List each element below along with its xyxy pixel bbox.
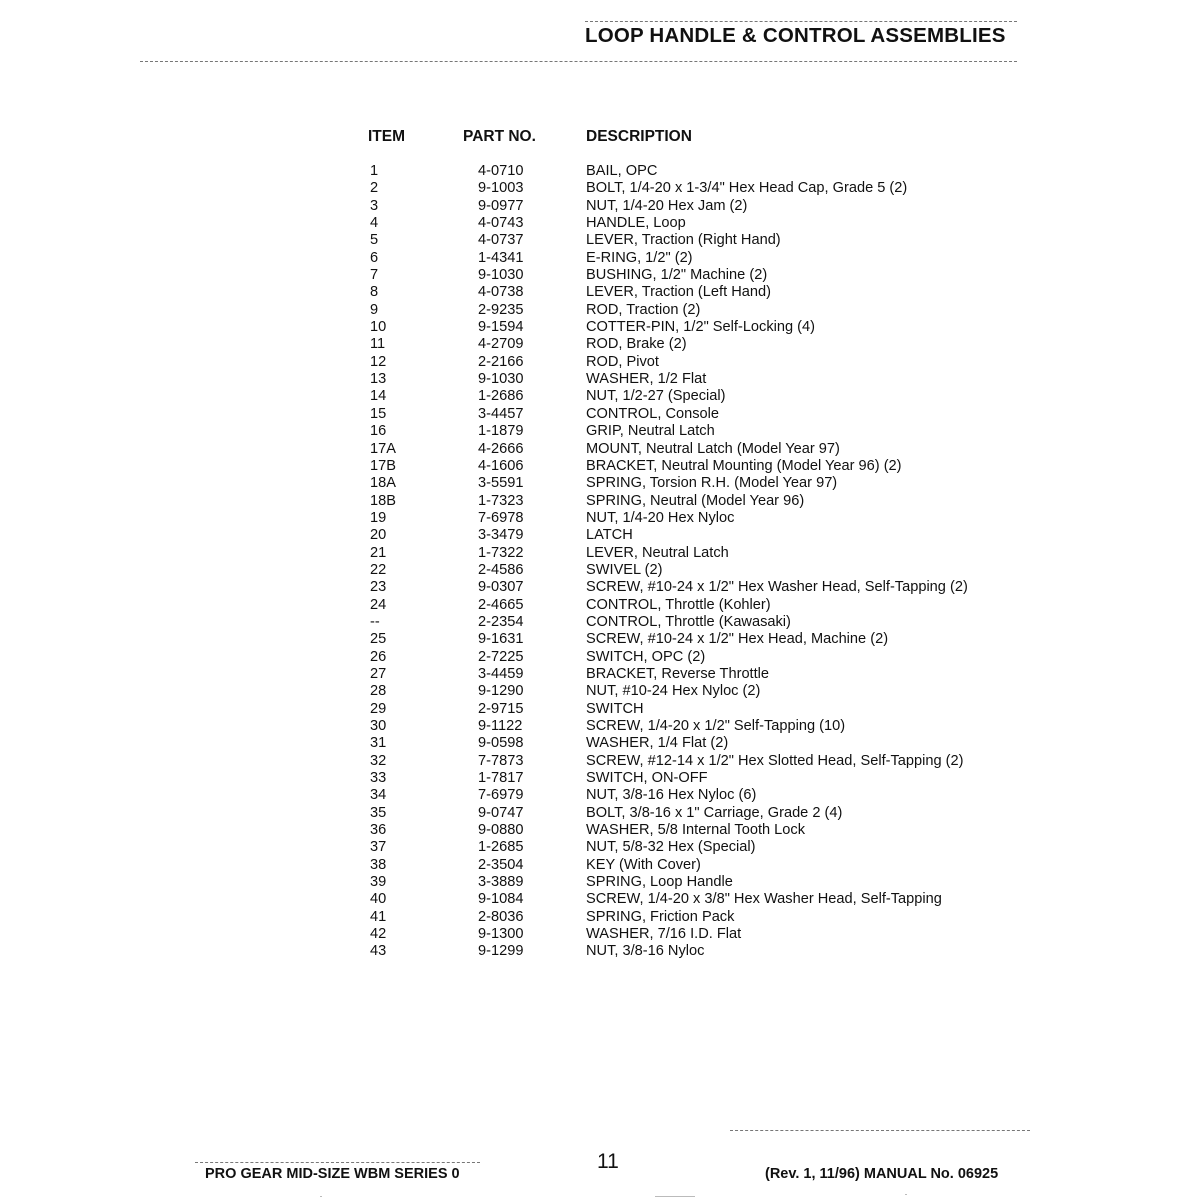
footer-right-rule [730, 1130, 1030, 1131]
part-number-cell: 4-2666 [478, 440, 524, 457]
description-cell: CONTROL, Throttle (Kawasaki) [586, 613, 791, 630]
table-row [0, 458, 1200, 475]
item-number-cell: 33 [370, 770, 387, 787]
header-bottom-rule [140, 61, 1017, 62]
item-number-cell: 26 [370, 648, 387, 665]
item-number-cell: 11 [370, 336, 386, 353]
description-cell: E-RING, 1/2" (2) [586, 249, 693, 266]
description-cell: NUT, 5/8-32 Hex (Special) [586, 839, 756, 856]
part-number-cell: 9-1030 [478, 267, 524, 284]
part-number-cell: 7-7873 [478, 752, 524, 769]
part-number-cell: 9-1030 [478, 371, 524, 388]
table-row [0, 250, 1200, 267]
column-header-description: DESCRIPTION [586, 128, 692, 145]
description-cell: BOLT, 3/8-16 x 1" Carriage, Grade 2 (4) [586, 804, 843, 821]
item-number-cell: 34 [370, 787, 387, 804]
item-number-cell: 25 [370, 631, 387, 648]
part-number-cell: 9-1084 [478, 891, 524, 908]
item-number-cell: 5 [370, 232, 379, 249]
table-row [0, 163, 1200, 180]
item-number-cell: 39 [370, 874, 387, 891]
part-number-cell: 1-2686 [478, 388, 524, 405]
item-number-cell: 30 [370, 718, 387, 734]
item-number-cell: 1 [370, 163, 379, 179]
description-cell: BOLT, 1/4-20 x 1-3/4" Hex Head Cap, Grade 5 (2) [586, 180, 908, 197]
part-number-cell: 2-3504 [478, 856, 524, 873]
description-cell: KEY (With Cover) [586, 856, 701, 873]
table-row [0, 631, 1200, 648]
table-row [0, 562, 1200, 579]
description-cell: NUT, #10-24 Hex Nyloc (2) [586, 683, 761, 700]
table-row [0, 232, 1200, 249]
description-cell: SPRING, Neutral (Model Year 96) [586, 492, 805, 509]
table-row [0, 909, 1200, 926]
description-cell: SPRING, Torsion R.H. (Model Year 97) [586, 475, 838, 492]
description-cell: SCREW, #12-14 x 1/2" Hex Slotted Head, Self-Tapping (2) [586, 752, 964, 769]
part-number-cell: 9-1122 [478, 718, 523, 734]
item-number-cell: 14 [370, 388, 387, 405]
table-row [0, 406, 1200, 423]
table-row [0, 354, 1200, 371]
part-number-cell: 1-1879 [478, 423, 524, 440]
table-row [0, 423, 1200, 440]
part-number-cell: 9-0598 [478, 735, 524, 752]
table-row [0, 180, 1200, 197]
table-row [0, 441, 1200, 458]
description-cell: LEVER, Traction (Right Hand) [586, 232, 781, 249]
table-row [0, 493, 1200, 510]
scan-speck [320, 1196, 322, 1197]
item-number-cell: 24 [370, 596, 387, 613]
item-number-cell: 3 [370, 197, 379, 214]
part-number-cell: 9-0307 [478, 579, 524, 596]
description-cell: WASHER, 7/16 I.D. Flat [586, 926, 742, 943]
description-cell: MOUNT, Neutral Latch (Model Year 97) [586, 440, 840, 457]
description-cell: NUT, 1/4-20 Hex Jam (2) [586, 197, 748, 214]
description-cell: SWITCH, OPC (2) [586, 648, 706, 665]
table-row [0, 597, 1200, 614]
item-number-cell: 10 [370, 319, 387, 336]
column-header-part-no: PART NO. [463, 128, 536, 145]
part-number-cell: 3-5591 [478, 475, 524, 492]
description-cell: CONTROL, Console [586, 405, 720, 422]
item-number-cell: 36 [370, 822, 387, 839]
footer-left-rule [195, 1162, 480, 1163]
item-number-cell: 32 [370, 752, 387, 769]
description-cell: BAIL, OPC [586, 163, 658, 179]
description-cell: LEVER, Traction (Left Hand) [586, 284, 771, 301]
part-number-cell: 1-7817 [478, 770, 524, 787]
part-number-cell: 4-1606 [478, 457, 524, 474]
description-cell: SWITCH [586, 700, 644, 717]
part-number-cell: 2-9715 [478, 700, 524, 717]
part-number-cell: 4-0738 [478, 284, 524, 301]
item-number-cell: 19 [370, 509, 387, 526]
item-number-cell: 12 [370, 353, 387, 370]
table-row [0, 683, 1200, 700]
description-cell: LATCH [586, 527, 633, 544]
description-cell: LEVER, Neutral Latch [586, 544, 729, 561]
item-number-cell: 42 [370, 926, 387, 943]
description-cell: BRACKET, Reverse Throttle [586, 665, 770, 682]
part-number-cell: 3-4457 [478, 405, 524, 422]
table-row [0, 198, 1200, 215]
description-cell: BUSHING, 1/2" Machine (2) [586, 267, 768, 284]
part-number-cell: 2-4586 [478, 561, 524, 578]
description-cell: SPRING, Loop Handle [586, 874, 733, 891]
part-number-cell: 9-0880 [478, 822, 524, 839]
description-cell: CONTROL, Throttle (Kohler) [586, 596, 771, 613]
page-number: 11 [597, 1150, 619, 1173]
description-cell: NUT, 1/4-20 Hex Nyloc [586, 509, 735, 526]
part-number-cell: 9-0747 [478, 804, 524, 821]
item-number-cell: 7 [370, 267, 379, 284]
part-number-cell: 9-1290 [478, 683, 524, 700]
item-number-cell: 17A [370, 440, 396, 457]
part-number-cell: 7-6978 [478, 509, 524, 526]
table-row [0, 805, 1200, 822]
item-number-cell: 2 [370, 180, 379, 197]
item-number-cell: 23 [370, 579, 387, 596]
footer-model-label: PRO GEAR MID-SIZE WBM SERIES 0 [205, 1166, 460, 1182]
table-row [0, 753, 1200, 770]
table-row [0, 319, 1200, 336]
item-number-cell: 37 [370, 839, 387, 856]
item-number-cell: 28 [370, 683, 387, 700]
description-cell: ROD, Brake (2) [586, 336, 687, 353]
table-row [0, 943, 1200, 960]
item-number-cell: 16 [370, 423, 387, 440]
description-cell: SCREW, 1/4-20 x 3/8" Hex Washer Head, Self-Tapping [586, 891, 942, 908]
description-cell: WASHER, 1/4 Flat (2) [586, 735, 729, 752]
description-cell: SPRING, Friction Pack [586, 908, 735, 925]
part-number-cell: 1-7323 [478, 492, 524, 509]
item-number-cell: 20 [370, 527, 387, 544]
item-number-cell: 8 [370, 284, 379, 301]
part-number-cell: 7-6979 [478, 787, 524, 804]
part-number-cell: 3-4459 [478, 665, 524, 682]
table-row [0, 284, 1200, 301]
item-number-cell: 21 [370, 544, 387, 561]
part-number-cell: 9-1299 [478, 943, 524, 960]
description-cell: NUT, 3/8-16 Hex Nyloc (6) [586, 787, 757, 804]
description-cell: NUT, 3/8-16 Nyloc [586, 943, 705, 960]
item-number-cell: 27 [370, 665, 387, 682]
table-row [0, 874, 1200, 891]
description-cell: COTTER-PIN, 1/2" Self-Locking (4) [586, 319, 816, 336]
description-cell: GRIP, Neutral Latch [586, 423, 715, 440]
table-row [0, 475, 1200, 492]
table-row [0, 388, 1200, 405]
part-number-cell: 9-1594 [478, 319, 524, 336]
part-number-cell: 9-1631 [478, 631, 524, 648]
part-number-cell: 2-7225 [478, 648, 524, 665]
column-header-item: ITEM [368, 128, 406, 145]
scan-speck [655, 1196, 695, 1197]
table-row [0, 302, 1200, 319]
footer-manual-label: (Rev. 1, 11/96) MANUAL No. 06925 [765, 1166, 999, 1182]
table-row [0, 371, 1200, 388]
item-number-cell: 29 [370, 700, 387, 717]
table-row [0, 822, 1200, 839]
item-number-cell: 17B [370, 457, 396, 474]
description-cell: WASHER, 5/8 Internal Tooth Lock [586, 822, 806, 839]
description-cell: SWITCH, ON-OFF [586, 770, 708, 787]
description-cell: ROD, Traction (2) [586, 301, 701, 318]
description-cell: BRACKET, Neutral Mounting (Model Year 96) (2) [586, 457, 902, 474]
table-row [0, 336, 1200, 353]
table-row [0, 770, 1200, 787]
item-number-cell: 6 [370, 249, 379, 266]
item-number-cell: 31 [370, 735, 387, 752]
description-cell: NUT, 1/2-27 (Special) [586, 388, 726, 405]
part-number-cell: 3-3889 [478, 874, 524, 891]
parts-table [0, 163, 1200, 961]
item-number-cell: 35 [370, 804, 387, 821]
description-cell: ROD, Pivot [586, 353, 659, 370]
item-number-cell: 40 [370, 891, 387, 908]
table-row [0, 839, 1200, 856]
table-row [0, 857, 1200, 874]
part-number-cell: 9-0977 [478, 197, 524, 214]
item-number-cell: 9 [370, 301, 379, 318]
table-row [0, 735, 1200, 752]
table-row [0, 649, 1200, 666]
description-cell: SCREW, 1/4-20 x 1/2" Self-Tapping (10) [586, 718, 846, 734]
table-row [0, 267, 1200, 284]
part-number-cell: 4-0743 [478, 215, 524, 232]
description-cell: HANDLE, Loop [586, 215, 686, 232]
part-number-cell: 1-4341 [478, 249, 524, 266]
table-row [0, 701, 1200, 718]
table-row [0, 579, 1200, 596]
table-row [0, 718, 1200, 735]
item-number-cell: 4 [370, 215, 379, 232]
part-number-cell: 4-0737 [478, 232, 524, 249]
table-row [0, 926, 1200, 943]
header-top-rule [585, 21, 1017, 22]
item-number-cell: 13 [370, 371, 387, 388]
table-row [0, 666, 1200, 683]
description-cell: SWIVEL (2) [586, 561, 663, 578]
part-number-cell: 9-1300 [478, 926, 524, 943]
table-row [0, 787, 1200, 804]
item-number-cell: -- [370, 613, 380, 630]
table-row [0, 215, 1200, 232]
part-number-cell: 4-0710 [478, 163, 524, 179]
table-row [0, 614, 1200, 631]
table-row [0, 545, 1200, 562]
table-row [0, 891, 1200, 908]
part-number-cell: 2-8036 [478, 908, 524, 925]
table-row [0, 527, 1200, 544]
part-number-cell: 4-2709 [478, 336, 524, 353]
table-row [0, 510, 1200, 527]
item-number-cell: 43 [370, 943, 387, 960]
item-number-cell: 15 [370, 405, 387, 422]
description-cell: SCREW, #10-24 x 1/2" Hex Washer Head, Self-Tapping (2) [586, 579, 968, 596]
part-number-cell: 2-2354 [478, 613, 524, 630]
item-number-cell: 18A [370, 475, 396, 492]
part-number-cell: 1-2685 [478, 839, 524, 856]
item-number-cell: 38 [370, 856, 387, 873]
scan-speck [905, 1194, 907, 1195]
part-number-cell: 2-9235 [478, 301, 524, 318]
part-number-cell: 9-1003 [478, 180, 524, 197]
item-number-cell: 18B [370, 492, 396, 509]
page-title: LOOP HANDLE & CONTROL ASSEMBLIES [585, 24, 1006, 47]
part-number-cell: 1-7322 [478, 544, 524, 561]
part-number-cell: 2-2166 [478, 353, 524, 370]
part-number-cell: 3-3479 [478, 527, 524, 544]
item-number-cell: 22 [370, 561, 387, 578]
description-cell: SCREW, #10-24 x 1/2" Hex Head, Machine (2) [586, 631, 889, 648]
part-number-cell: 2-4665 [478, 596, 524, 613]
description-cell: WASHER, 1/2 Flat [586, 371, 707, 388]
item-number-cell: 41 [370, 908, 387, 925]
